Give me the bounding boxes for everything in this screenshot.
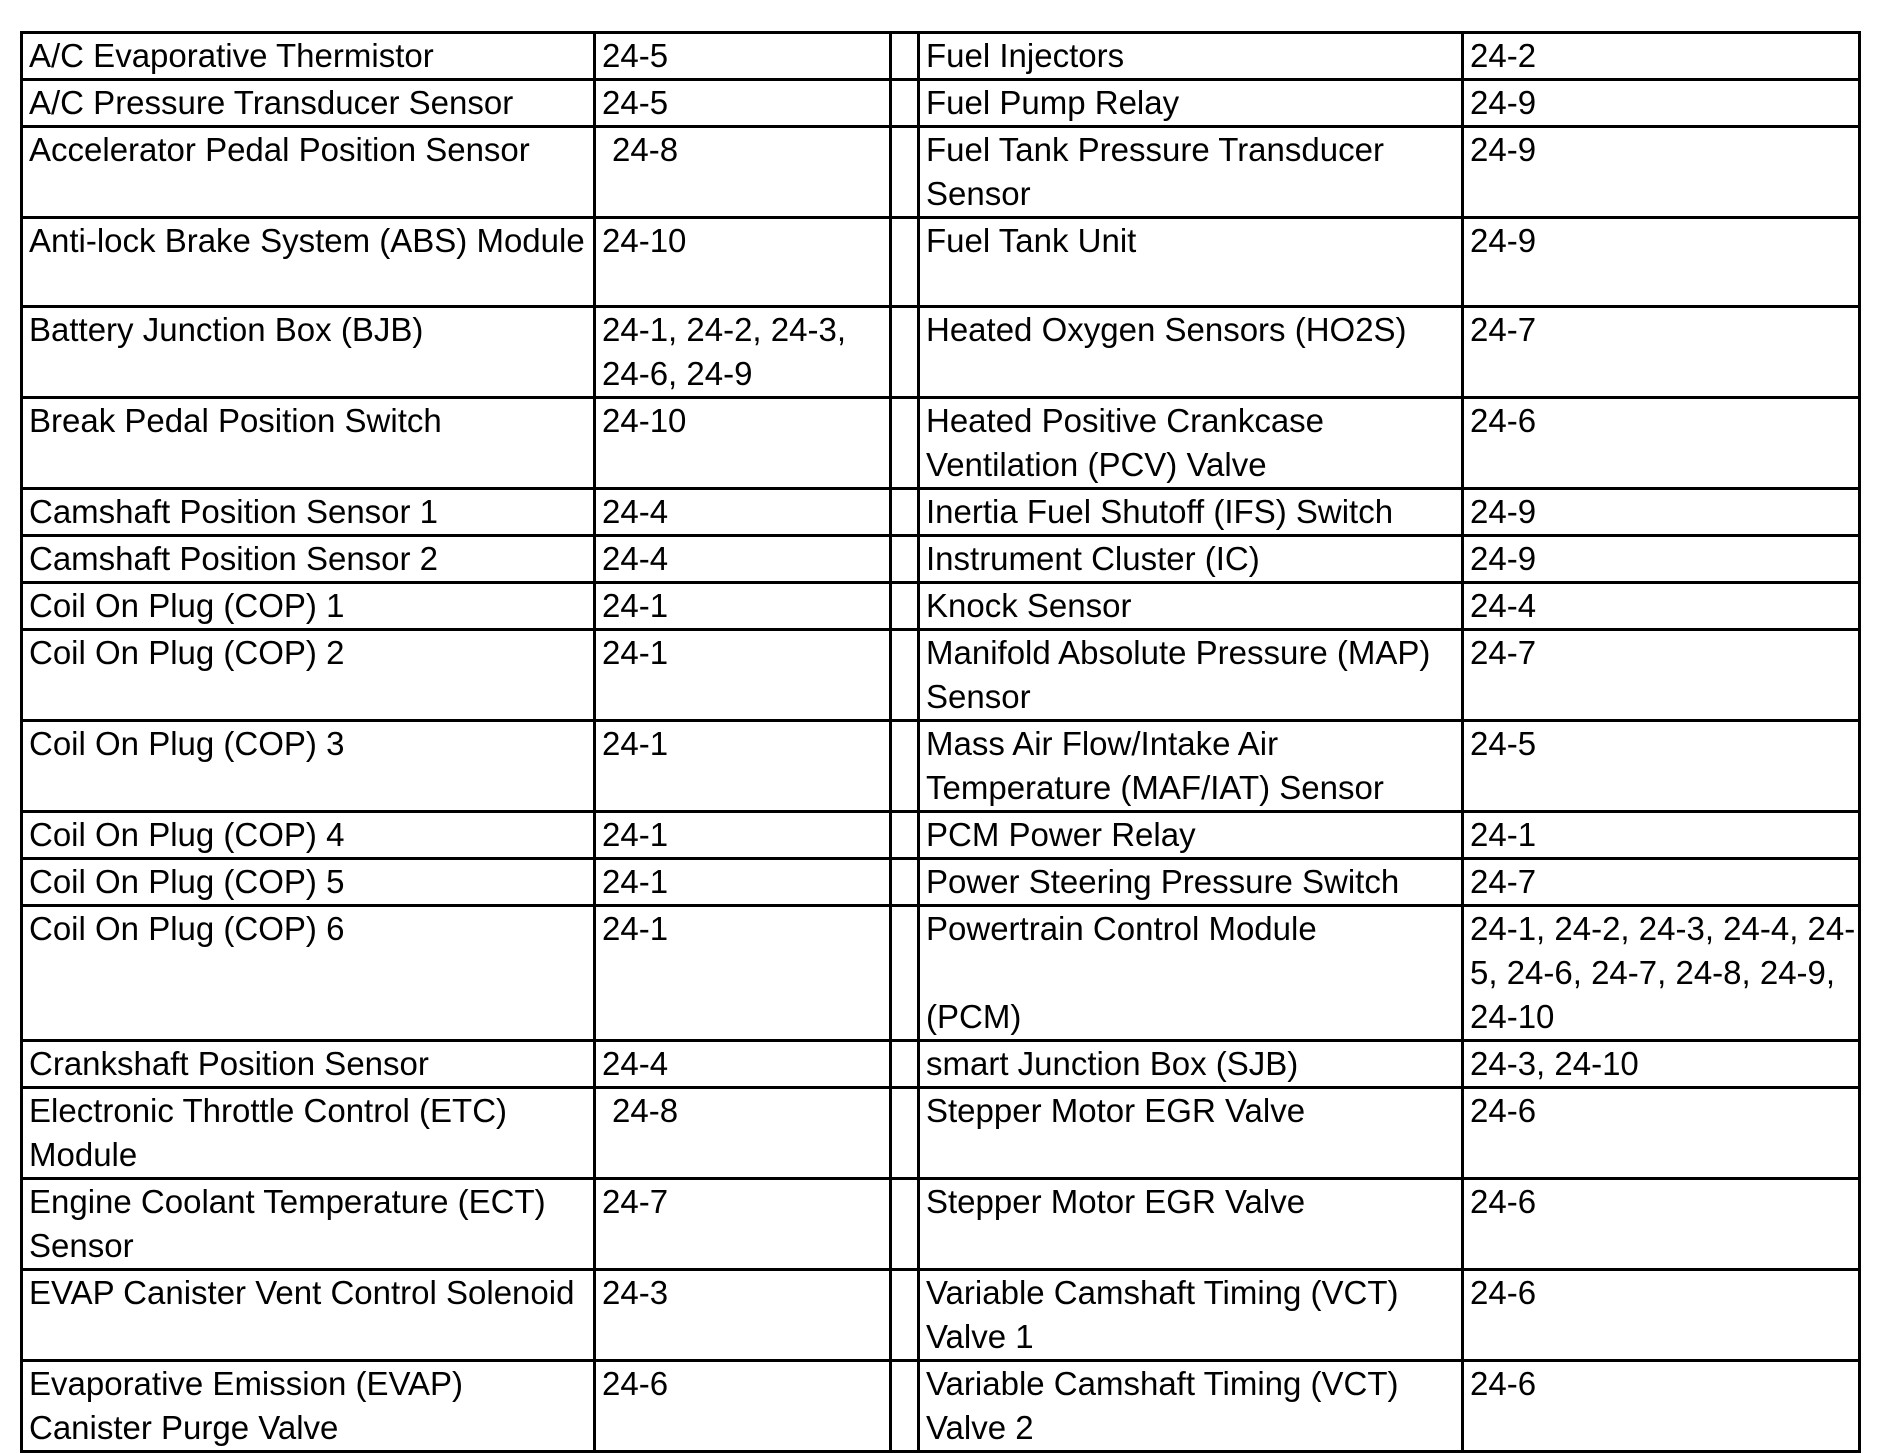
column-divider bbox=[891, 906, 919, 1041]
column-divider bbox=[891, 80, 919, 127]
component-name: Coil On Plug (COP) 4 bbox=[22, 812, 595, 859]
component-name-line: (PCM) bbox=[926, 998, 1022, 1035]
component-name: Knock Sensor bbox=[919, 583, 1463, 630]
component-name: Camshaft Position Sensor 1 bbox=[22, 489, 595, 536]
column-divider bbox=[891, 583, 919, 630]
table-row bbox=[22, 33, 1860, 80]
table-row bbox=[22, 1088, 1860, 1179]
table-row bbox=[22, 307, 1860, 398]
table-row bbox=[22, 1179, 1860, 1270]
component-name: Fuel Tank Pressure Transducer Sensor bbox=[919, 127, 1463, 218]
page-reference: 24-1 bbox=[595, 630, 891, 721]
table-row bbox=[22, 906, 1860, 1041]
component-name: Camshaft Position Sensor 2 bbox=[22, 536, 595, 583]
page-reference: 24-5 bbox=[1463, 721, 1860, 812]
page-reference: 24-9 bbox=[1463, 218, 1860, 307]
column-divider bbox=[891, 307, 919, 398]
table-row bbox=[22, 127, 1860, 218]
page-reference: 24-4 bbox=[595, 489, 891, 536]
component-name: Coil On Plug (COP) 2 bbox=[22, 630, 595, 721]
page-reference: 24-8 bbox=[595, 1088, 891, 1179]
component-name: EVAP Canister Vent Control Solenoid bbox=[22, 1270, 595, 1361]
page-reference: 24-6 bbox=[1463, 1270, 1860, 1361]
component-location-index-table bbox=[20, 31, 1861, 1453]
table-row bbox=[22, 1041, 1860, 1088]
page-reference: 24-9 bbox=[1463, 127, 1860, 218]
table-row bbox=[22, 489, 1860, 536]
table-row bbox=[22, 583, 1860, 630]
page-reference: 24-1, 24-2, 24-3, 24-6, 24-9 bbox=[595, 307, 891, 398]
component-name: Anti-lock Brake System (ABS) Module bbox=[22, 218, 595, 307]
page-reference: 24-1 bbox=[595, 583, 891, 630]
page-reference: 24-8 bbox=[595, 127, 891, 218]
page-reference: 24-9 bbox=[1463, 489, 1860, 536]
component-name: PCM Power Relay bbox=[919, 812, 1463, 859]
table-row bbox=[22, 536, 1860, 583]
component-name: Battery Junction Box (BJB) bbox=[22, 307, 595, 398]
column-divider bbox=[891, 1088, 919, 1179]
column-divider bbox=[891, 812, 919, 859]
page-reference: 24-7 bbox=[1463, 630, 1860, 721]
component-name: Heated Oxygen Sensors (HO2S) bbox=[919, 307, 1463, 398]
component-name: Crankshaft Position Sensor bbox=[22, 1041, 595, 1088]
page-reference: 24-6 bbox=[595, 1361, 891, 1452]
component-name: Instrument Cluster (IC) bbox=[919, 536, 1463, 583]
page-reference: 24-7 bbox=[595, 1179, 891, 1270]
table-row bbox=[22, 1361, 1860, 1452]
page-reference: 24-3, 24-10 bbox=[1463, 1041, 1860, 1088]
page-reference: 24-3 bbox=[595, 1270, 891, 1361]
column-divider bbox=[891, 1179, 919, 1270]
component-name: smart Junction Box (SJB) bbox=[919, 1041, 1463, 1088]
component-name: Electronic Throttle Control (ETC) Module bbox=[22, 1088, 595, 1179]
component-name: Coil On Plug (COP) 5 bbox=[22, 859, 595, 906]
page-reference: 24-9 bbox=[1463, 80, 1860, 127]
page-reference: 24-1 bbox=[595, 721, 891, 812]
column-divider bbox=[891, 1041, 919, 1088]
component-name: Power Steering Pressure Switch bbox=[919, 859, 1463, 906]
page-reference: 24-5 bbox=[595, 33, 891, 80]
page-reference: 24-4 bbox=[595, 1041, 891, 1088]
component-name: Stepper Motor EGR Valve bbox=[919, 1088, 1463, 1179]
table-row bbox=[22, 218, 1860, 307]
component-name: Heated Positive Crankcase Ventilation (PCV) Valve bbox=[919, 398, 1463, 489]
component-name: Break Pedal Position Switch bbox=[22, 398, 595, 489]
component-name: Engine Coolant Temperature (ECT) Sensor bbox=[22, 1179, 595, 1270]
column-divider bbox=[891, 1361, 919, 1452]
page-reference: 24-1 bbox=[1463, 812, 1860, 859]
component-name: Manifold Absolute Pressure (MAP) Sensor bbox=[919, 630, 1463, 721]
component-name-line: Powertrain Control Module bbox=[926, 910, 1317, 947]
page-reference: 24-6 bbox=[1463, 1179, 1860, 1270]
page-reference: 24-6 bbox=[1463, 1088, 1860, 1179]
component-name: Coil On Plug (COP) 1 bbox=[22, 583, 595, 630]
column-divider bbox=[891, 127, 919, 218]
component-name: Fuel Tank Unit bbox=[919, 218, 1463, 307]
component-name bbox=[919, 906, 1463, 1041]
column-divider bbox=[891, 536, 919, 583]
pcm-name-block bbox=[926, 907, 1461, 1039]
component-name: Stepper Motor EGR Valve bbox=[919, 1179, 1463, 1270]
component-name: Coil On Plug (COP) 6 bbox=[22, 906, 595, 1041]
table-row bbox=[22, 630, 1860, 721]
page-reference: 24-1 bbox=[595, 812, 891, 859]
page-reference: 24-1, 24-2, 24-3, 24-4, 24-5, 24-6, 24-7, 24-8, 24-9, 24-10 bbox=[1463, 906, 1860, 1041]
table-row bbox=[22, 80, 1860, 127]
component-name: Inertia Fuel Shutoff (IFS) Switch bbox=[919, 489, 1463, 536]
table-row bbox=[22, 398, 1860, 489]
column-divider bbox=[891, 33, 919, 80]
column-divider bbox=[891, 1270, 919, 1361]
column-divider bbox=[891, 218, 919, 307]
component-name: A/C Evaporative Thermistor bbox=[22, 33, 595, 80]
page-reference: 24-4 bbox=[1463, 583, 1860, 630]
page-reference: 24-4 bbox=[595, 536, 891, 583]
line-spacer bbox=[926, 951, 1461, 995]
page-reference: 24-5 bbox=[595, 80, 891, 127]
column-divider bbox=[891, 630, 919, 721]
page-reference: 24-7 bbox=[1463, 859, 1860, 906]
component-name: Variable Camshaft Timing (VCT) Valve 2 bbox=[919, 1361, 1463, 1452]
page-reference: 24-1 bbox=[595, 859, 891, 906]
column-divider bbox=[891, 398, 919, 489]
column-divider bbox=[891, 859, 919, 906]
component-name: Fuel Pump Relay bbox=[919, 80, 1463, 127]
column-divider bbox=[891, 721, 919, 812]
component-name: Accelerator Pedal Position Sensor bbox=[22, 127, 595, 218]
column-divider bbox=[891, 489, 919, 536]
page-reference: 24-10 bbox=[595, 398, 891, 489]
table-row bbox=[22, 721, 1860, 812]
component-name: Mass Air Flow/Intake Air Temperature (MAF/IAT) Sensor bbox=[919, 721, 1463, 812]
page-reference: 24-6 bbox=[1463, 1361, 1860, 1452]
component-name: Evaporative Emission (EVAP) Canister Purge Valve bbox=[22, 1361, 595, 1452]
component-name: Fuel Injectors bbox=[919, 33, 1463, 80]
component-name: A/C Pressure Transducer Sensor bbox=[22, 80, 595, 127]
page-reference: 24-7 bbox=[1463, 307, 1860, 398]
table-row bbox=[22, 859, 1860, 906]
page-reference: 24-9 bbox=[1463, 536, 1860, 583]
component-name: Variable Camshaft Timing (VCT) Valve 1 bbox=[919, 1270, 1463, 1361]
table-row bbox=[22, 812, 1860, 859]
page-reference: 24-6 bbox=[1463, 398, 1860, 489]
page-reference: 24-2 bbox=[1463, 33, 1860, 80]
table-row bbox=[22, 1270, 1860, 1361]
page-reference: 24-10 bbox=[595, 218, 891, 307]
component-name: Coil On Plug (COP) 3 bbox=[22, 721, 595, 812]
page-reference: 24-1 bbox=[595, 906, 891, 1041]
